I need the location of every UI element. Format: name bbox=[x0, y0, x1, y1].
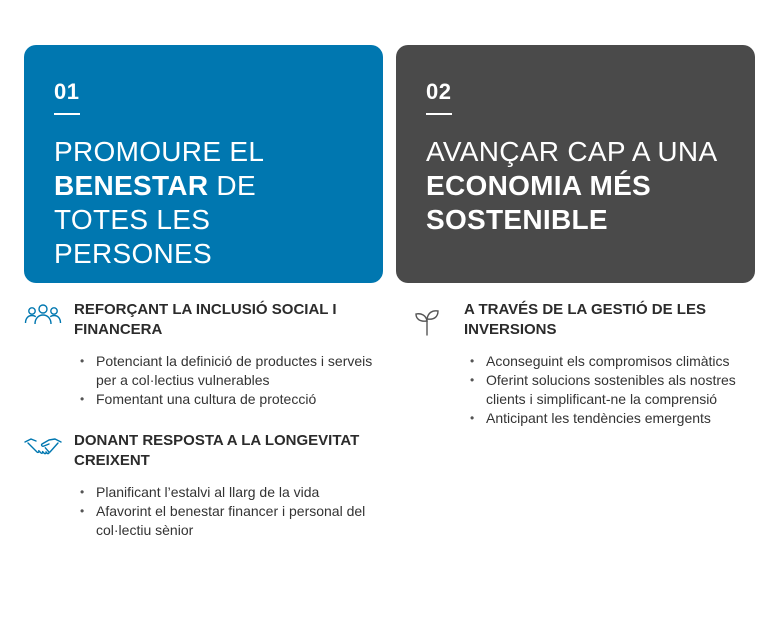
card-number: 01 bbox=[54, 79, 80, 104]
card-title-part: PROMOURE EL bbox=[54, 136, 264, 167]
card-title-bold: ECONOMIA MÉS SOSTENIBLE bbox=[426, 170, 652, 235]
section-investments bbox=[414, 300, 764, 428]
people-group-icon bbox=[24, 300, 62, 330]
section-heading: REFORÇANT LA INCLUSIÓ SOCIAL I FINANCERA bbox=[74, 301, 337, 338]
card-01 bbox=[24, 45, 383, 283]
card-title bbox=[54, 135, 353, 271]
left-column bbox=[24, 300, 374, 562]
section-heading: DONANT RESPOSTA A LA LONGEVITAT CREIXENT bbox=[74, 432, 360, 469]
section-heading: A TRAVÉS DE LA GESTIÓ DE LES INVERSIONS bbox=[464, 301, 706, 338]
list-item: • Fomentant una cultura de protecció bbox=[94, 390, 374, 409]
list-item: • Planificant l’estalvi al llarg de la vida bbox=[94, 483, 374, 502]
divider bbox=[54, 113, 80, 115]
card-title-part: DE TOTES LES PERSONES bbox=[54, 170, 256, 269]
bullet-list bbox=[464, 352, 764, 428]
list-item: • Anticipant les tendències emergents bbox=[484, 409, 764, 428]
list-item: • Afavorint el benestar financer i personal del col·lectiu sènior bbox=[94, 502, 374, 540]
list-item: • Aconseguint els compromisos climàtics bbox=[484, 352, 764, 371]
list-item: • Oferint solucions sostenibles als nostres clients i simplificant-ne la comprensió bbox=[484, 371, 764, 409]
sprout-icon bbox=[408, 306, 446, 336]
right-column bbox=[414, 300, 764, 450]
card-title bbox=[426, 135, 725, 237]
bullet-list bbox=[74, 352, 374, 409]
card-title-part: AVANÇAR CAP A UNA bbox=[426, 136, 716, 167]
card-number: 02 bbox=[426, 79, 452, 104]
section-longevity bbox=[24, 431, 374, 540]
section-inclusion bbox=[24, 300, 374, 409]
divider bbox=[426, 113, 452, 115]
bullet-list bbox=[74, 483, 374, 540]
handshake-icon bbox=[24, 431, 62, 461]
card-title-bold: BENESTAR bbox=[54, 170, 209, 201]
list-item: • Potenciant la definició de productes i serveis per a col·lectius vulnerables bbox=[94, 352, 374, 390]
card-02 bbox=[396, 45, 755, 283]
